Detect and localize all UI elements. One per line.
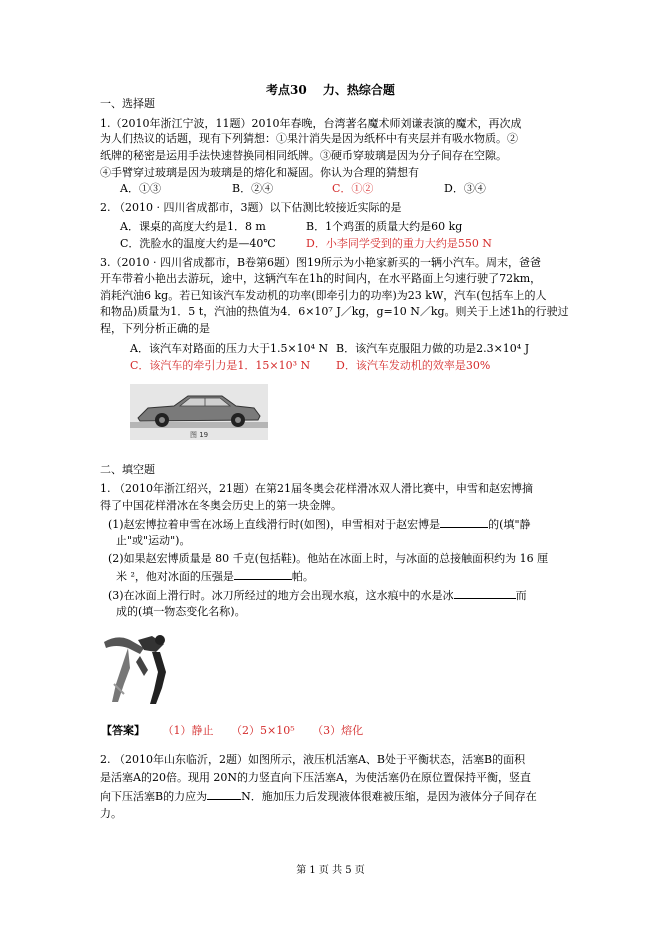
section-heading: 二、填空题 [100, 463, 155, 476]
car-figure [130, 384, 268, 440]
sub-question [108, 588, 527, 603]
option-c-answer: C．①② [332, 182, 374, 195]
skater-figure [100, 632, 178, 708]
car-illustration-icon [130, 384, 268, 440]
option-c: C．洗脸水的温度大约是—40℃ [120, 237, 276, 250]
sub-question-text: (2)如果赵宏博质量是 80 千克(包括鞋)。他站在冰面上时，与冰面的总接触面积约为 16 厘 [108, 552, 549, 565]
question-text: 2. （2010年山东临沂，2题）如图所示，液压机活塞A、B处于平衡状态，活塞B的面积 [100, 753, 526, 766]
question-line [100, 789, 537, 804]
sub-question-text: 止"或"运动")。 [116, 534, 191, 547]
sub-question [116, 569, 314, 584]
answer-label: 【答案】 [101, 724, 145, 737]
sub-question-text: 而 [515, 589, 527, 602]
sub-question-text: 帕。 [291, 570, 314, 583]
answer-text: （3）熔化 [312, 724, 364, 737]
sub-question-text: (1)赵宏博拉着申雪在冰场上直线滑行时(如图)，申雪相对于赵宏博是 [108, 518, 441, 531]
sub-question [108, 517, 531, 532]
question-text: 得了中国花样滑冰在冬奥会历史上的第一块金牌。 [100, 499, 342, 512]
figure-caption: 图 19 [190, 431, 209, 439]
question-text: 力。 [100, 807, 122, 820]
question-text: 1. （2010年浙江绍兴，21题）在第21届冬奥会花样滑冰双人滑比赛中，申雪和赵宏博摘 [100, 482, 533, 495]
option-c-answer: C．该汽车的牵引力是1．15×10³ N [130, 359, 311, 372]
option-d-answer: D．小李同学受到的重力大约是550 N [306, 237, 492, 250]
option-d: D．③④ [444, 182, 486, 195]
question-text: 为人们热议的话题，现有下列猜想：①果汁消失是因为纸杯中有夹层并有吸水物质。② [100, 132, 518, 145]
sub-question-text: (3)在冰面上滑行时。冰刀所经过的地方会出现水痕，这水痕中的水是冰 [108, 589, 454, 602]
question-text: 1.（2010年浙江宁波，11题）2010年春晚，台湾著名魔术师刘谦表演的魔术，再次成 [100, 117, 522, 130]
sub-question-text: 米 ²，他对冰面的压强是 [116, 570, 234, 583]
answer-text: （1）静止 [162, 724, 214, 737]
answer-blank[interactable] [234, 569, 292, 580]
sub-question-text: 的(填"静 [488, 518, 531, 531]
answer-blank[interactable] [454, 588, 516, 599]
option-d-answer: D．该汽车发动机的效率是30% [336, 359, 491, 372]
question-text: 3.（2010 · 四川省成都市，B卷第6题）图19所示为小艳家新买的一辆小汽车。周末，爸爸 [100, 256, 542, 269]
option-b: B．1个鸡蛋的质量大约是60 kg [306, 220, 463, 233]
figure-skaters-icon [100, 632, 178, 708]
sub-question-text: 成的(填一物态变化名称)。 [116, 605, 246, 618]
question-text: 程，下列分析正确的是 [100, 322, 210, 335]
question-text: 和物品)质量为1．5 t，汽油的热值为4．6×10⁷ J／kg，g=10 N／kg。则关于上述1h的行驶过 [100, 305, 569, 318]
option-b: B．②④ [232, 182, 274, 195]
question-text: N．施加压力后发现液体很难被压缩，是因为液体分子间存在 [241, 790, 537, 803]
page-title: 考点30 力、热综合题 [266, 83, 395, 97]
section-heading: 一、选择题 [100, 97, 155, 110]
option-a: A．该汽车对路面的压力大于1.5×10⁴ N [130, 342, 329, 355]
answer-row [101, 724, 363, 738]
question-text: 是活塞A的20倍。现用 20N的力竖直向下压活塞A，为使活塞仍在原位置保持平衡，竖直 [100, 771, 532, 784]
question-text: ④手臂穿过玻璃是因为玻璃是的熔化和凝固。你认为合理的猜想有 [100, 166, 419, 179]
question-text: 2. （2010 · 四川省成都市，3题）以下估测比较接近实际的是 [100, 201, 402, 214]
question-text: 消耗汽油6 kg。若已知该汽车发动机的功率(即牵引力的功率)为23 kW，汽车(包括车上的人 [100, 289, 547, 302]
answer-text: （2）5×10⁵ [231, 724, 295, 737]
answer-blank[interactable] [440, 517, 488, 528]
answer-blank[interactable] [207, 789, 241, 800]
option-a: A．课桌的高度大约是1．8 m [120, 220, 266, 233]
question-text: 向下压活塞B的力应为 [100, 790, 208, 803]
page-footer: 第 1 页 共 5 页 [296, 865, 365, 876]
option-a: A．①③ [120, 182, 161, 195]
option-b: B．该汽车克服阻力做的功是2.3×10⁴ J [336, 342, 530, 355]
question-text: 纸牌的秘密是运用手法快速替换同相同纸牌。③硬币穿玻璃是因为分子间存在空隙。 [100, 149, 507, 162]
question-text: 开车带着小艳出去游玩，途中，这辆汽车在1h的时间内，在水平路面上匀速行驶了72km， [100, 272, 542, 285]
